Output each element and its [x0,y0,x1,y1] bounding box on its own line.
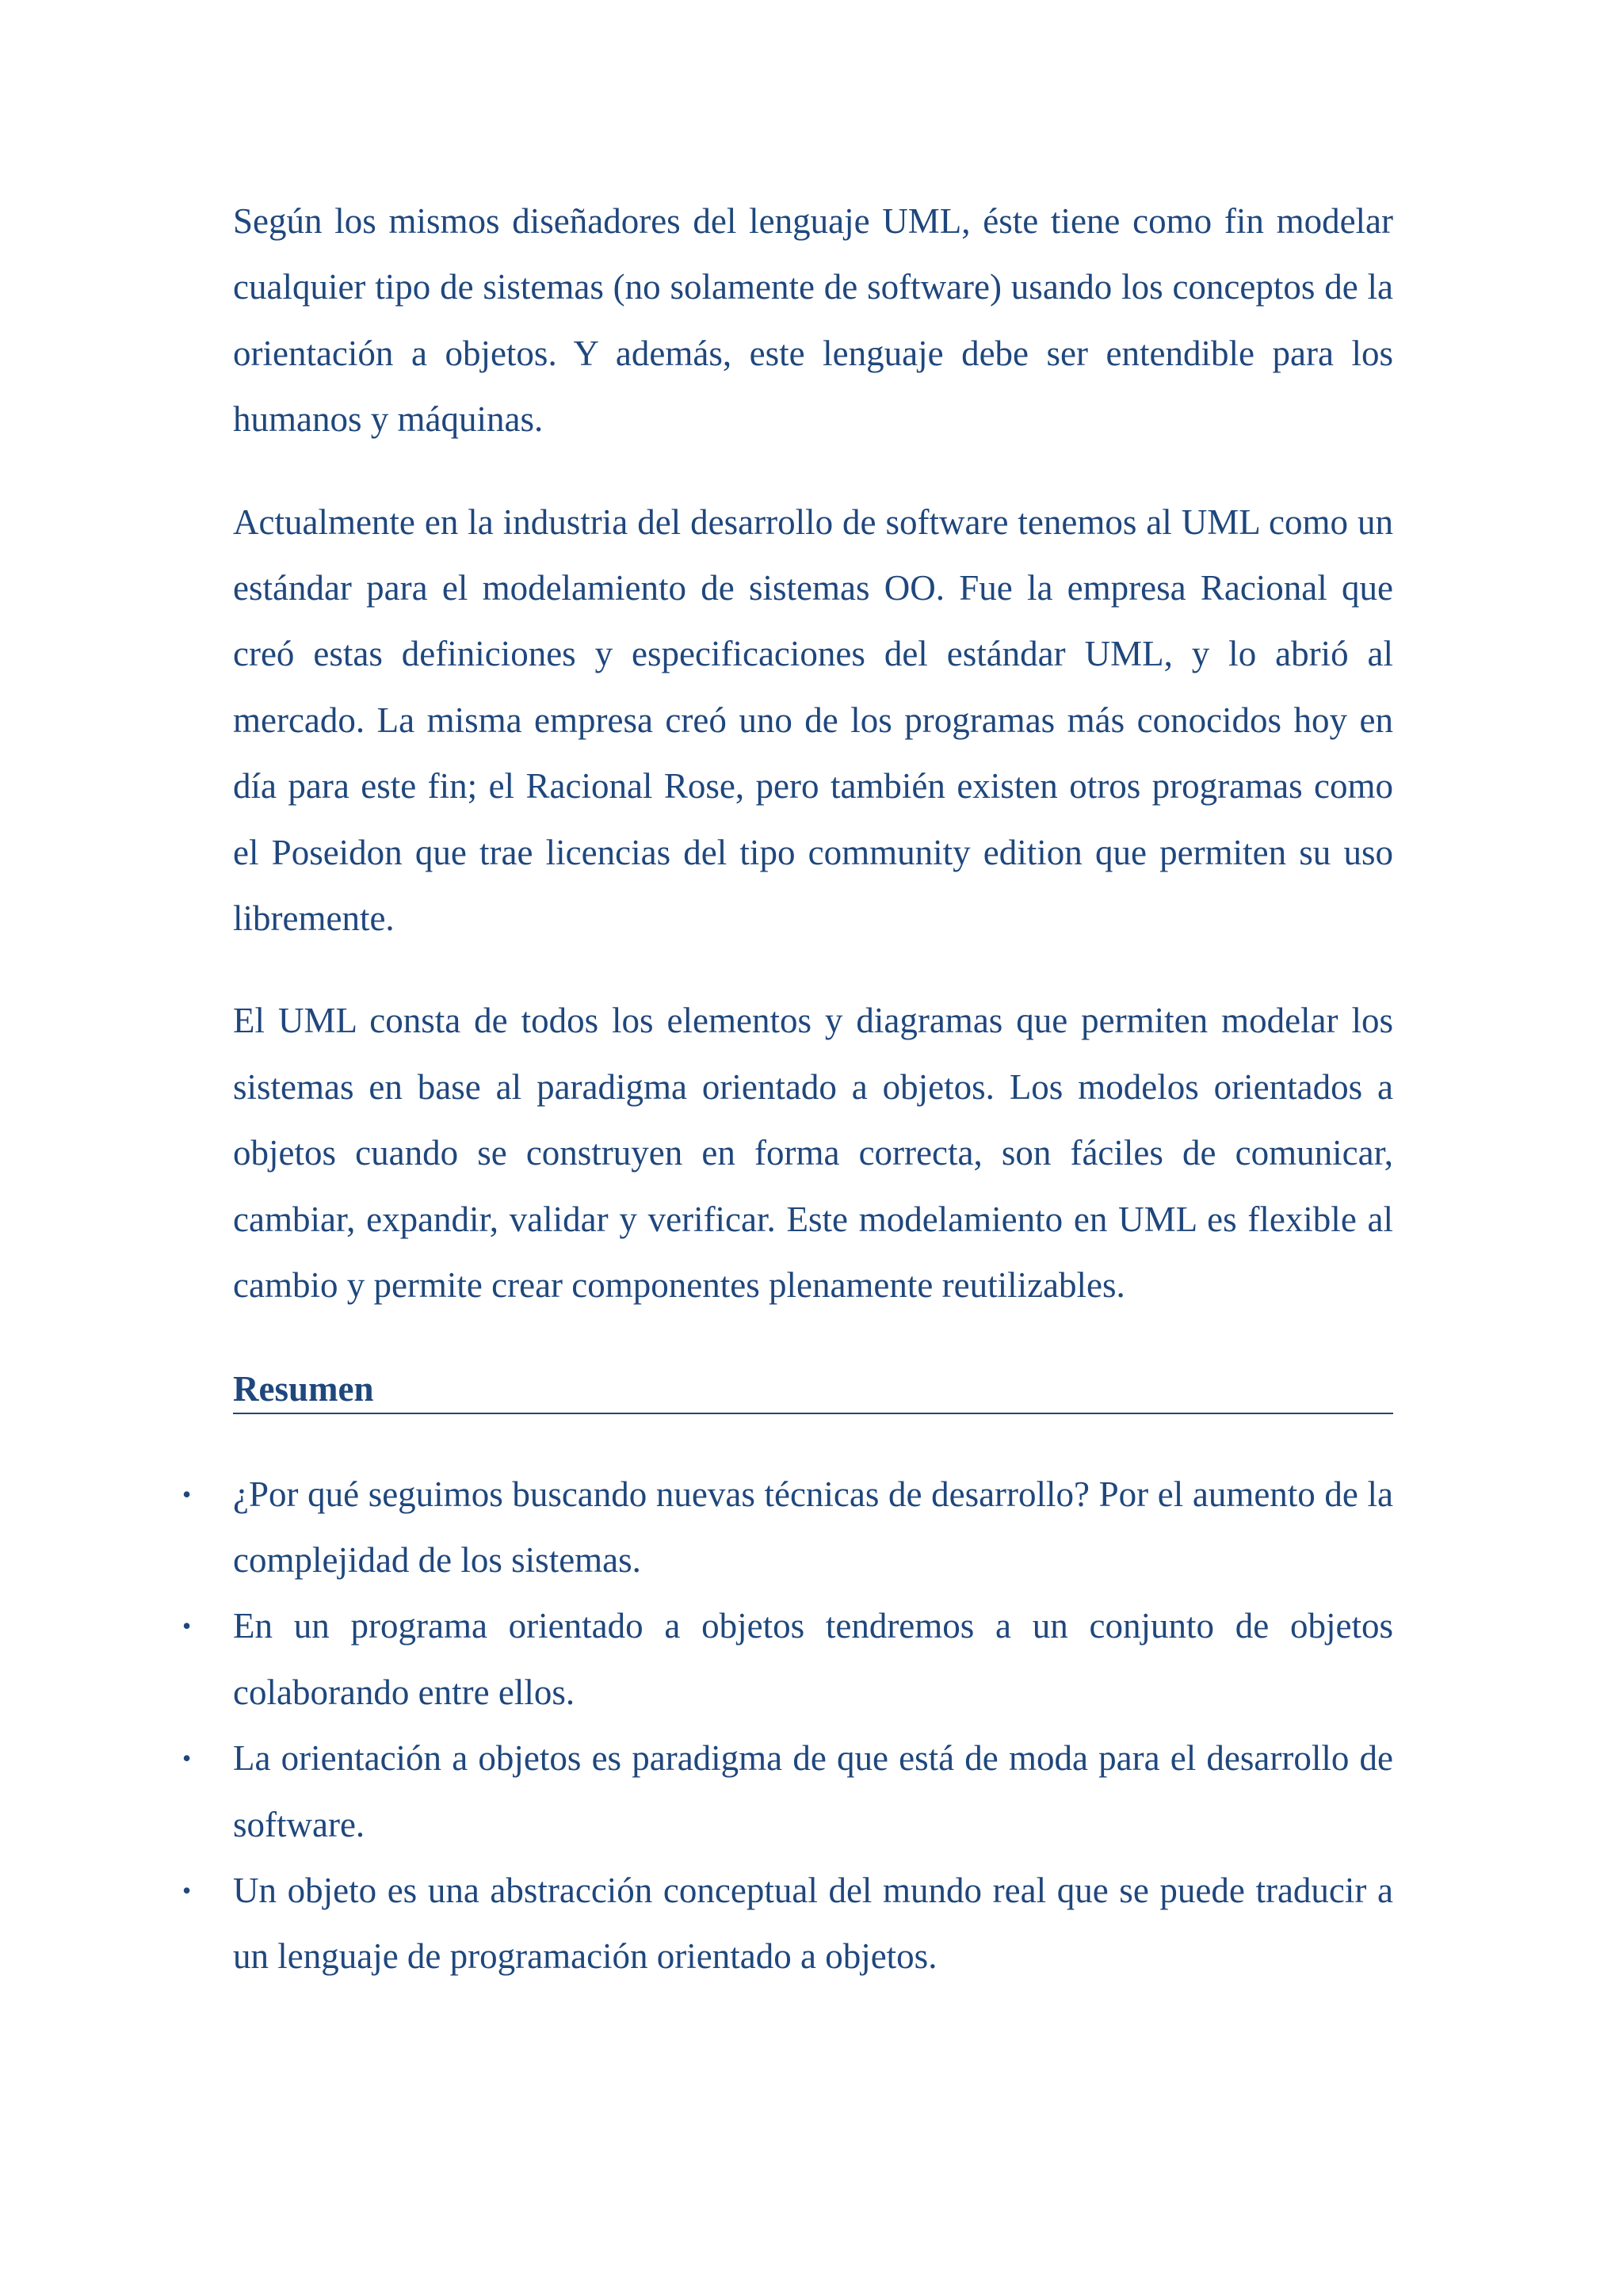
summary-list-item [182,1726,1393,1858]
bullet-icon: • [182,1479,192,1508]
summary-heading-rule [233,1365,1393,1414]
summary-list-item [182,1462,1393,1594]
summary-item-text: En un programa orientado a objetos tendremos a un conjunto de objetos colaborando entre ellos. [233,1606,1393,1712]
bullet-icon: • [182,1875,192,1905]
summary-item-text: ¿Por qué seguimos buscando nuevas técnicas de desarrollo? Por el aumento de la complejidad de los sistemas. [233,1474,1393,1580]
summary-item-text: La orientación a objetos es paradigma de que está de moda para el desarrollo de software. [233,1738,1393,1844]
summary-list [182,1462,1393,1990]
paragraph-uml-elements: El UML consta de todos los elementos y diagramas que permiten modelar los sistemas en base al paradigma orientado a objetos. Los modelos orientados a objetos cuando se construyen en forma correcta, son fáciles de comunicar, cambiar, expandir, validar y verificar. Este modelamiento en UML es flexible al cambio y permite crear componentes plenamente reutilizables. [233,1001,1393,1306]
paragraph-uml-purpose: Según los mismos diseñadores del lenguaje UML, éste tiene como fin modelar cualquier tipo de sistemas (no solamente de software) usando los conceptos de la orientación a objetos. Y además, este lenguaje debe ser entendible para los humanos y máquinas. [233,201,1393,440]
document-body [182,189,1393,1990]
summary-list-item [182,1593,1393,1726]
summary-heading: Resumen [233,1368,374,1409]
summary-list-item [182,1858,1393,1990]
paragraph-uml-industry: Actualmente en la industria del desarrollo de software tenemos al UML como un estándar para el modelamiento de sistemas OO. Fue la empresa Racional que creó estas definiciones y especificaciones del estándar UML, y lo abrió al mercado. La misma empresa creó uno de los programas más conocidos hoy en día para este fin; el Racional Rose, pero también existen otros programas como el Poseidon que trae licencias del tipo community edition que permiten su uso libremente. [233,502,1393,939]
summary-item-text: Un objeto es una abstracción conceptual del mundo real que se puede traducir a un lenguaje de programación orientado a objetos. [233,1870,1393,1977]
bullet-icon: • [182,1611,192,1641]
bullet-icon: • [182,1744,192,1773]
